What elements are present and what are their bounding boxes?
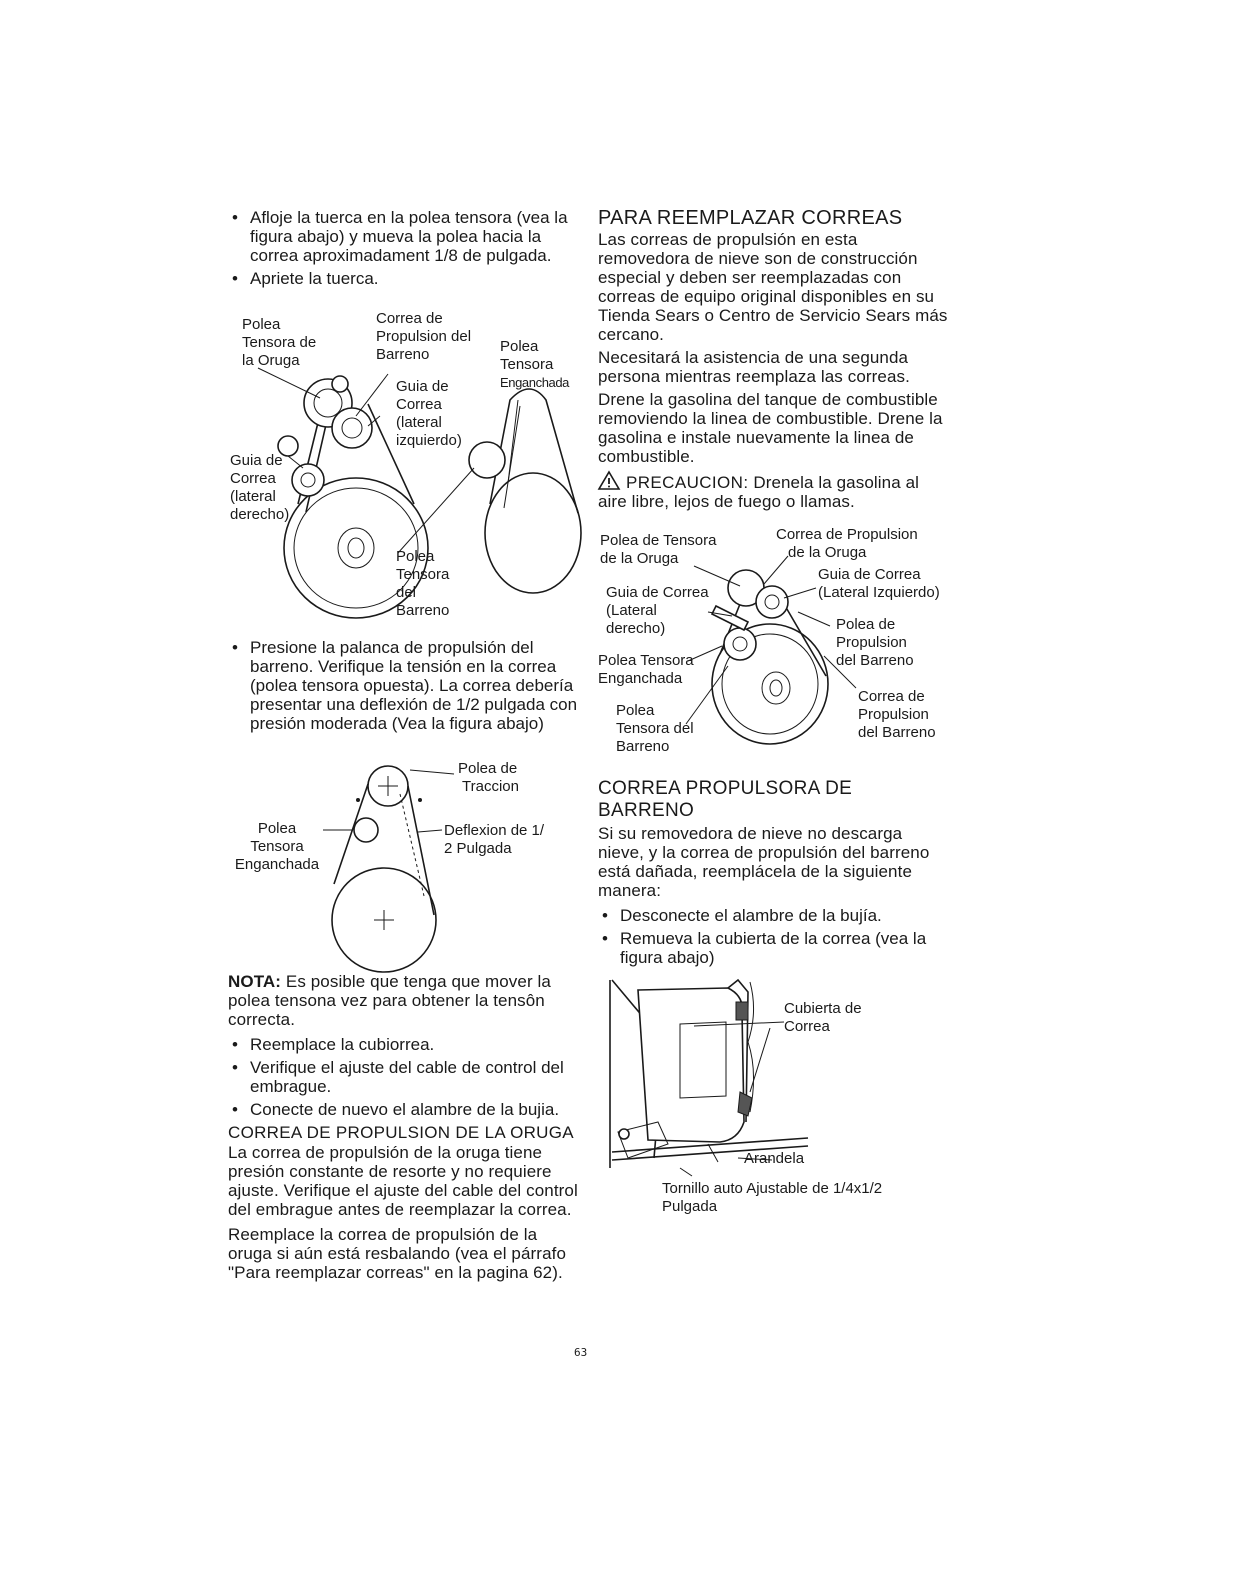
label-line: izquierdo) [396, 432, 462, 449]
label-line: Correa [396, 396, 442, 413]
label-line: Tensora [396, 566, 450, 583]
label-line: (Lateral [606, 602, 657, 619]
label-line: Propulsion [858, 706, 929, 723]
label-line: Cubierta de [784, 1000, 862, 1017]
label-line: Deflexion de 1/ [444, 822, 545, 839]
label-line: la Oruga [242, 352, 300, 369]
label-line: de la Oruga [600, 550, 679, 567]
label-line: Tensora del [616, 720, 694, 737]
label-line: Guia de [396, 378, 449, 395]
label-line: Propulsion del [376, 328, 472, 345]
paragraph: Reemplace la correa de propulsión de la oruga si aún está resbalando (vea el párrafo "Para reemplazar correas" en la pagina 62). [228, 1225, 566, 1282]
nota-paragraph [228, 972, 580, 1029]
label-line: derecho) [230, 506, 290, 523]
paragraph: Las correas de propulsión en esta removedora de nieve son de construcción especial y deben ser reemplazadas con correas de equipo original disponibles en su Tienda Sears o Centro de Servicio Sears más cercano. [598, 230, 948, 344]
label-line: derecho) [606, 620, 666, 637]
label-line: Barreno [396, 602, 450, 619]
label-line: Polea Tensora [598, 652, 694, 669]
label-line: Tornillo auto Ajustable de 1/4x1/2 [662, 1180, 883, 1197]
label-line: Enganchada [598, 670, 683, 687]
label-line: Polea de Tensora [600, 532, 717, 549]
warning-text: Drenela la gasolina al aire libre, lejos de fuego o llamas. [598, 473, 920, 511]
section-title-auger-belt: CORREA PROPULSORA DE BARRENO [598, 778, 853, 821]
paragraph: Necesitará la asistencia de una segunda persona mientras reemplaza las correas. [598, 348, 910, 386]
label-line: Barreno [376, 346, 430, 363]
label-line: Polea de [458, 760, 518, 777]
label-line: (lateral [396, 414, 442, 431]
list-item: • Remueva la cubierta de la correa (vea la figura abajo) [598, 929, 950, 967]
left-column-top [228, 208, 578, 292]
paragraph: Drene la gasolina del tanque de combustible removiendo la linea de combustible. Drene la gasolina e instale nuevamente la linea de combustible. [598, 390, 943, 466]
left-column-bottom [228, 972, 580, 1282]
page-number: 63 [574, 1346, 588, 1359]
figure-auger-belt-tension [228, 308, 588, 628]
label-line: Traccion [462, 778, 519, 795]
warning-paragraph [598, 470, 950, 511]
label-line: Polea [616, 702, 655, 719]
page-title: PARA REEMPLAZAR CORREAS [598, 207, 903, 229]
label-line: Tensora de [242, 334, 317, 351]
figure-4-drawing [608, 972, 938, 1172]
figure-belt-cover [608, 972, 938, 1222]
label-line: (Lateral Izquierdo) [818, 584, 940, 601]
left-column-mid [228, 638, 578, 737]
nota-label: NOTA: [228, 972, 282, 991]
label-arandela: Arandela [744, 1150, 805, 1167]
label-line: 2 Pulgada [444, 840, 512, 857]
label-line: Correa de [858, 688, 925, 705]
label-line: Correa [784, 1018, 830, 1035]
label-line: Polea de [836, 616, 896, 633]
list-item: • Conecte de nuevo el alambre de la bujia. [228, 1100, 580, 1119]
label-line: del Barreno [858, 724, 936, 741]
label-line: Polea [396, 548, 435, 565]
label-line: Correa de [376, 310, 443, 327]
label-line: Tensora [500, 356, 554, 373]
label-line: (lateral [230, 488, 276, 505]
label-line: del [396, 584, 417, 601]
paragraph: Si su removedora de nieve no descarga nieve, y la correa de propulsión del barreno está dañada, reemplácela de la siguiente manera: [598, 824, 930, 900]
label-line: Pulgada [662, 1198, 718, 1215]
label-line: Polea [257, 820, 297, 837]
figure-belt-layout [598, 526, 958, 762]
list-item: • Desconecte el alambre de la bujía. [598, 906, 950, 925]
list-item: • Apriete la tuerca. [228, 269, 578, 288]
label-line: Tensora [250, 838, 304, 855]
label-line: del Barreno [836, 652, 914, 669]
nota-text: Es posible que tenga que mover la polea tensona vez para obtener la tensôn correcta. [228, 972, 551, 1029]
label-line: Guia de [230, 452, 283, 469]
label-line: Polea [500, 338, 539, 355]
label-line: Guia de Correa [818, 566, 921, 583]
section-title-track-belt: CORREA DE PROPULSION DE LA ORUGA [228, 1123, 574, 1142]
list-item: • Reemplace la cubiorrea. [228, 1035, 580, 1054]
right-column-mid [598, 778, 950, 971]
label-line: Correa de Propulsion [776, 526, 918, 543]
label-line: Correa [230, 470, 276, 487]
list-item: • Presione la palanca de propulsión del barreno. Verifique la tensión en la correa (polea tensora opuesta). La correa debería presentar una deflexión de 1/2 pulgada con presión moderada (Vea la figura abajo) [228, 638, 578, 733]
list-item: • Afloje la tuerca en la polea tensora (vea la figura abajo) y mueva la polea hacia la correa aproximadament 1/8 de pulgada. [228, 208, 578, 265]
label-line: Propulsion [836, 634, 907, 651]
label-line: Polea [242, 316, 281, 333]
figure-belt-deflection [228, 760, 578, 982]
label-line: Barreno [616, 738, 670, 755]
label-line: Guia de Correa [606, 584, 709, 601]
label-line: Enganchada [234, 856, 320, 873]
right-column-top [598, 208, 950, 511]
warning-icon [598, 470, 620, 490]
list-item: • Verifique el ajuste del cable de control del embrague. [228, 1058, 580, 1096]
paragraph: La correa de propulsión de la oruga tiene presión constante de resorte y no requiere ajuste. Verifique el ajuste del cable del control del embrague antes de reemplazar la correa. [228, 1143, 578, 1219]
label-line: Enganchada [500, 375, 570, 390]
label-line: de la Oruga [788, 544, 867, 561]
warning-label: PRECAUCION: [626, 473, 749, 492]
